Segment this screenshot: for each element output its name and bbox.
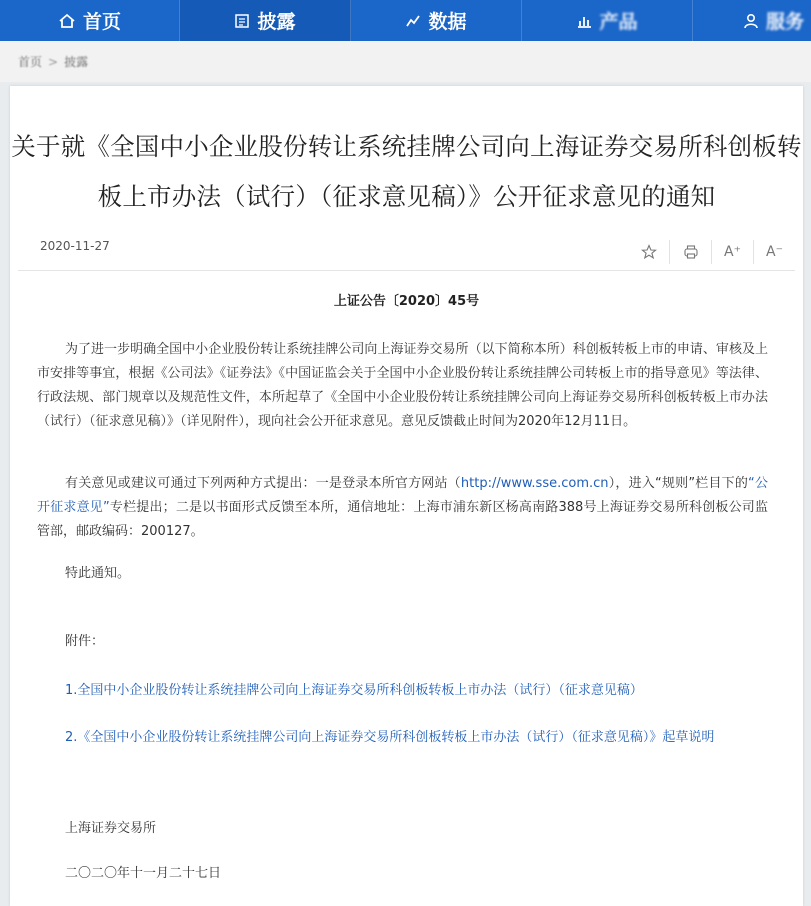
paragraph-intro: 为了进一步明确全国中小企业股份转让系统挂牌公司向上海证券交易所（以下简称本所）科创板转板上市的申请、审核及上市安排等事宜，根据《公司法》《证券法》《中国证监会关于全国中小企业股份转让系统挂牌公司转板上市的指导意见》等法律、行政法规、部门规章以及规范性文件，本所起草了《全国中小企业股份转让系统挂牌公司向上海证券交易所科创板转板上市办法（试行）（征求意见稿）》（详见附件），现向社会公开征求意见。意见反馈截止时间为2020年12月11日。 <box>37 342 768 429</box>
document-number: 上证公告〔2020〕45号 <box>333 294 480 309</box>
nav-item-services[interactable] <box>693 0 811 41</box>
breadcrumb <box>18 53 88 70</box>
article-meta <box>18 232 795 271</box>
notice-text: 特此通知。 <box>65 566 131 581</box>
paragraph-feedback <box>37 472 768 544</box>
breadcrumb-separator: > <box>48 54 59 69</box>
list-icon <box>234 13 250 29</box>
attachment-link-2[interactable]: 2.《全国中小企业股份转让系统挂牌公司向上海证券交易所科创板转板上市办法（试行）（征求意见稿）》起草说明 <box>65 730 715 745</box>
nav-item-home[interactable] <box>0 0 180 41</box>
attachment-link-1[interactable]: 1.全国中小企业股份转让系统挂牌公司向上海证券交易所科创板转板上市办法（试行）（征求意见稿） <box>65 683 643 698</box>
user-icon <box>743 13 759 29</box>
page-title <box>10 122 803 222</box>
sse-website-link[interactable]: http://www.sse.com.cn <box>460 476 609 491</box>
top-nav <box>0 0 811 41</box>
nav-item-label: 服务 <box>766 11 805 33</box>
star-icon <box>641 244 657 260</box>
sign-date: 二〇二〇年十一月二十七日 <box>65 866 222 881</box>
print-icon <box>683 244 699 260</box>
feedback-text-c: 专栏提出；二是以书面形式反馈至本所，通信地址：上海市浦东新区杨高南路388号上海证券交易所科创板公司监管部，邮政编码：200127。 <box>37 500 768 539</box>
title-line-1: 关于就《全国中小企业股份转让系统挂牌公司向上海证券交易所科创板转 <box>11 132 802 161</box>
nav-item-label: 数据 <box>428 11 467 33</box>
public-consultation-link[interactable]: “公开征求意见” <box>37 476 768 515</box>
nav-item-data[interactable] <box>351 0 522 41</box>
favorite-button[interactable] <box>628 240 669 264</box>
home-icon <box>58 13 76 29</box>
article-tools <box>628 240 795 264</box>
font-decrease-button[interactable]: A⁻ <box>753 240 795 264</box>
bar-chart-icon <box>576 13 592 29</box>
chart-line-icon <box>405 13 421 29</box>
nav-item-products[interactable] <box>522 0 693 41</box>
print-button[interactable] <box>669 240 711 264</box>
breadcrumb-bar <box>0 41 811 82</box>
nav-item-disclosure[interactable] <box>180 0 351 41</box>
feedback-text-a: 有关意见或建议可通过下列两种方式提出：一是登录本所官方网站（ <box>65 476 461 491</box>
title-line-2: 板上市办法（试行）（征求意见稿）》公开征求意见的通知 <box>97 182 716 211</box>
attachments-label: 附件： <box>65 634 105 649</box>
nav-item-label: 产品 <box>599 11 638 33</box>
font-increase-button[interactable]: A⁺ <box>711 240 753 264</box>
breadcrumb-home[interactable]: 首页 <box>18 55 43 69</box>
nav-item-label: 披露 <box>257 11 296 33</box>
article-card <box>10 86 803 906</box>
signature: 上海证券交易所 <box>65 821 157 836</box>
breadcrumb-disclosure[interactable]: 披露 <box>64 55 89 69</box>
publish-date: 2020-11-27 <box>40 239 110 253</box>
feedback-text-b: ），进入“规则”栏目下的 <box>608 476 749 491</box>
nav-item-label: 首页 <box>82 11 121 33</box>
